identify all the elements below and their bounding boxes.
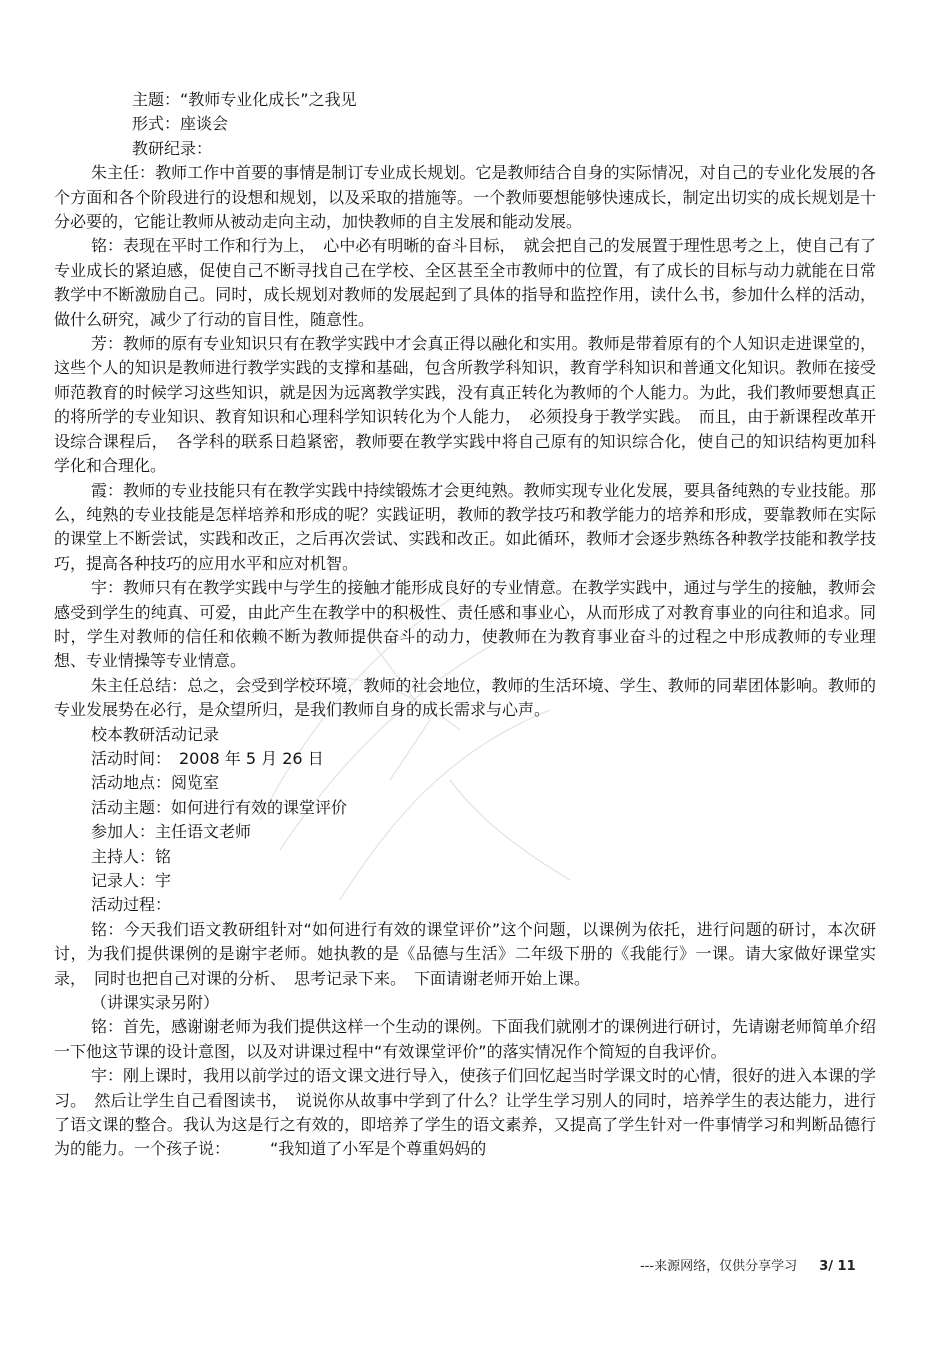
page-footer — [640, 1255, 856, 1274]
discussion-paragraph: 芳：教师的原有专业知识只有在教学实践中才会真正得以融化和实用。教师是带着原有的个人知识走进课堂的，这些个人的知识是教师进行教学实践的支撑和基础，包含所教学科知识，教育学科知识和普通文化知识。教师在接受师范教育的时候学习这些知识，就是因为远离教学实践，没有真正转化为教师的个人能力。为此，我们教师要想真正的将所学的专业知识、教育知识和心理科学知识转化为个人能力， 必须投身于教学实践。 而且，由于新课程改革开设综合课程后， 各学科的联系日趋紧密，教师要在教学实践中将自己原有的知识综合化，使自己的知识结构更加科学化和合理化。 — [54, 334, 876, 476]
page-number: 3/ 11 — [819, 1259, 856, 1274]
discussion-paragraph: 霞：教师的专业技能只有在教学实践中持续锻炼才会更纯熟。教师实现专业化发展，要具备纯熟的专业技能。那么，纯熟的专业技能是怎样培养和形成的呢？实践证明，教师的教学技巧和教学能力的培养和形成，要靠教师在实际的课堂上不断尝试，实践和改正，之后再次尝试、实践和改正。如此循环，教师才会逐步熟练各种教学技能和教学技巧，提高各种技巧的应用水平和应对机智。 — [54, 480, 876, 573]
discussion-paragraph: 朱主任：教师工作中首要的事情是制订专业成长规划。它是教师结合自身的实际情况，对自己的专业化发展的各个方面和各个阶段进行的设想和规划，以及采取的措施等。一个教师要想能够快速成长，制定出切实的成长规划是十分必要的，它能让教师从被动走向主动，加快教师的自主发展和能动发展。 — [54, 163, 876, 232]
activity-process-label: 活动过程： — [91, 895, 172, 915]
activity-host: 主持人：铭 — [91, 846, 172, 866]
activity-title: 校本教研活动记录 — [91, 724, 220, 744]
process-paragraph: 宇：刚上课时，我用以前学过的语文课文进行导入，使孩子们回忆起当时学课文时的心情，很好的进入本课的学习。 然后让学生自己看图读书， 说说你从故事中学到了什么？让学生学习别人的同时，培养学生的表达能力，进行了语文课的整合。我认为这是行之有效的，即培养了学生的语文素养，又提高了学生针对一件事情学习和判断品德行为的能力。一个孩子说： “我知道了小军是个尊重妈妈的 — [54, 1066, 876, 1159]
discussion-paragraph: 铭：表现在平时工作和行为上， 心中必有明晰的奋斗目标， 就会把自己的发展置于理性思考之上，使自己有了专业成长的紧迫感，促使自己不断寻找自己在学校、全区甚至全市教师中的位置，有了成长的目标与动力就能在日常教学中不断激励自己。同时，成长规划对教师的发展起到了具体的指导和监控作用，读什么书，参加什么样的活动，做什么研究，减少了行动的盲目性，随意性。 — [54, 236, 876, 329]
discussion-paragraph: 宇：教师只有在教学实践中与学生的接触才能形成良好的专业情意。在教学实践中，通过与学生的接触，教师会感受到学生的纯真、可爱，由此产生在教学中的积极性、责任感和事业心，从而形成了对教育事业的向往和追求。同时，学生对教师的信任和依赖不断为教师提供奋斗的动力，使教师在为教育事业奋斗的过程之中形成教师的专业理想、专业情操等专业情意。 — [54, 578, 876, 671]
process-paragraph: 铭：今天我们语文教研组针对“如何进行有效的课堂评价”这个问题，以课例为依托，进行问题的研讨，本次研讨，为我们提供课例的是谢宇老师。她执教的是《品德与生活》二年级下册的《我能行》一课。请大家做好课堂实录， 同时也把自己对课的分析、 思考记录下来。 下面请谢老师开始上课。 — [54, 919, 876, 988]
record-label: 教研纪录： — [132, 138, 213, 158]
theme-line: 主题：“教师专业化成长”之我见 — [132, 90, 357, 109]
summary-paragraph: 朱主任总结：总之，会受到学校环境，教师的社会地位，教师的生活环境、学生、教师的同辈团体影响。教师的专业发展势在必行，是众望所归，是我们教师自身的成长需求与心声。 — [54, 675, 876, 720]
activity-participants: 参加人：主任语文老师 — [91, 822, 252, 842]
activity-place: 活动地点：阅览室 — [91, 773, 220, 793]
document-body — [54, 88, 876, 1162]
process-paragraph: 铭：首先，感谢谢老师为我们提供这样一个生动的课例。下面我们就刚才的课例进行研讨，先请谢老师简单介绍一下他这节课的设计意图，以及对讲课过程中“有效课堂评价”的落实情况作个简短的自我评价。 — [54, 1017, 876, 1061]
form-line: 形式：座谈会 — [132, 114, 229, 134]
process-note: （讲课实录另附） — [91, 993, 220, 1013]
footer-source: ---来源网络，仅供分享学习 — [640, 1259, 798, 1274]
activity-topic: 活动主题：如何进行有效的课堂评价 — [91, 797, 348, 817]
activity-time: 活动时间： 2008 年 5 月 26 日 — [91, 748, 324, 768]
activity-recorder: 记录人：宇 — [91, 871, 172, 890]
